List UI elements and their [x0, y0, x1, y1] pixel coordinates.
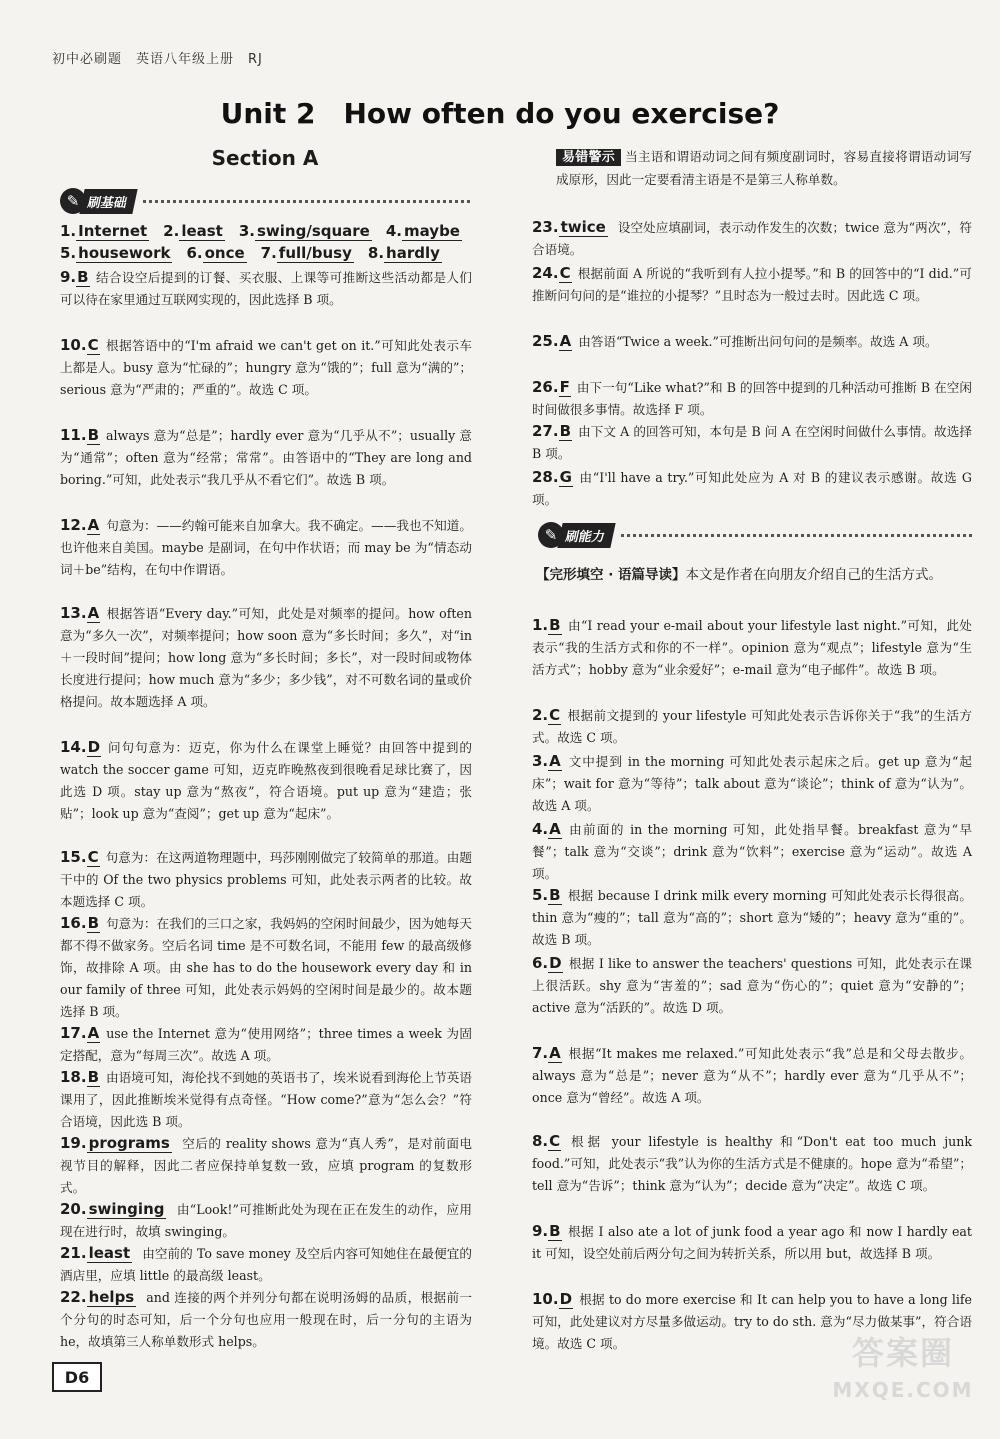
watermark [818, 1328, 988, 1402]
answer-word: hardly [386, 244, 440, 262]
explanation: use the Internet 意为“使用网络”；three times a week 为固定搭配，意为“每周三次”。故选 A 项。 [60, 1026, 472, 1063]
answer-item-18: 18.B 由语境可知，海伦找不到她的英语书了，埃米说看到海伦上节英语课用了，因此推断埃米觉得有点奇怪。“How come?”意为“怎么会？”符合语境，因此选 B 项。 [60, 1068, 472, 1129]
answer-letter: B [559, 422, 572, 440]
answer-letter: G [559, 468, 572, 486]
answer-item-22: 22. helps and 连接的两个并列分句都在说明汤姆的品质，根据前一个分句的时态可知，后一个分句也应用一般现在时，后一分句的主语为 he，故填第三人称单数形式 helps。 [60, 1288, 472, 1349]
explanation: 根据“It makes me relaxed.”可知此处表示“我”总是和父母去散步。always 意为“总是”；never 意为“从不”；hardly ever 意为“几乎从不”；once 意为“曾经”。故选 A 项。 [532, 1046, 972, 1105]
explanation: 句意为：在我们的三口之家，我妈妈的空闲时间最少，因为她每天都不得不做家务。空后名词 time 是不可数名词，不能用 few 的最高级修饰，故排除 A 项。由 she has to do the housework every day 和 in our family of three 可知，此处表示妈妈的空闲时间是最少的。故本题选择 B 项。 [60, 916, 472, 1019]
cloze-item-8: 8.C 根据 your lifestyle is healthy 和“Don't eat too much junk food.”可知，此处表示“我”认为你的生活方式是不健康的。hope 意为“希望”；tell 意为“告诉”；think 意为“认为”；decide 意为“决定”。故选 C 项。 [532, 1132, 972, 1193]
answer-word: maybe [404, 222, 460, 240]
answer-letter: A [87, 1024, 100, 1042]
answer-word: least [181, 222, 223, 240]
answer-item-11: 11.B always 意为“总是”；hardly ever 意为“几乎从不”；usually 意为“通常”；often 意为“经常；常常”。由答语中的“They are long and boring.”可知，此处表示“我几乎从不看它们”。故选 B 项。 [60, 426, 472, 487]
reading-guide-tag: 【完形填空 · 语篇导读】 [536, 567, 686, 583]
answer-number: 3. [238, 222, 255, 240]
answer-letter: A [549, 752, 561, 770]
explanation: 根据前文提到的 your lifestyle 可知此处表示告诉你关于“我”的生活方式。故选 C 项。 [532, 708, 972, 745]
cloze-item-6: 6.D 根据 I like to answer the teachers' questions 可知，此处表示在课上很活跃。shy 意为“害羞的”；sad 意为“伤心的”；quiet 意为“安静的”；active 意为“活跃的”。故选 D 项。 [532, 954, 972, 1015]
answer-word: Internet [78, 222, 148, 240]
banner-divider [621, 534, 972, 537]
fill-answer-row [60, 222, 462, 244]
cloze-item-5: 5.B 根据 because I drink milk every morning 可知此处表示长得很高。thin 意为“瘦的”；tall 意为“高的”；short 意为“矮的”；heavy 意为“重的”。故选 B 项。 [532, 886, 972, 947]
explanation: 句意为：——约翰可能来自加拿大。我不确定。——我也不知道。也许他来自美国。maybe 是副词，在句中作状语；而 may be 为“情态动词＋be”结构，在句中作谓语。 [60, 518, 472, 577]
answer-item-9: 9.B 结合设空后提到的订餐、买衣服、上课等可推断这些活动都是人们可以待在家里通过互联网实现的，因此选择 B 项。 [60, 268, 472, 307]
answer-letter: B [87, 914, 100, 932]
explanation: 由空前的 To save money 及空后内容可知她住在最便宜的酒店里，应填 little 的最高级 least。 [60, 1246, 472, 1283]
answer-item-16: 16.B 句意为：在我们的三口之家，我妈妈的空闲时间最少，因为她每天都不得不做家务。空后名词 time 是不可数名词，不能用 few 的最高级修饰，故排除 A 项。由 she has to do the housework every day 和 in our family of three 可知，此处表示妈妈的空闲时间是最少的。故本题选择 B 项。 [60, 914, 472, 1019]
answer-item-12: 12.A 句意为：——约翰可能来自加拿大。我不确定。——我也不知道。也许他来自美国。maybe 是副词，在句中作状语；而 may be 为“情态动词＋be”结构，在句中作谓语。 [60, 516, 472, 577]
answer-word: helps [88, 1288, 135, 1306]
answer-letter: F [559, 378, 570, 396]
warning-text: 当主语和谓语动词之间有频度副词时，容易直接将谓语动词写成原形，因此一定要看清主语是不是第三人称单数。 [556, 149, 972, 187]
answer-letter: A [549, 820, 561, 838]
reading-guide-text: 本文是作者在向朋友介绍自己的生活方式。 [685, 567, 943, 583]
watermark-url: MXQE.COM [832, 1378, 974, 1402]
answer-item-26: 26.F 由下一句“Like what?”和 B 的回答中提到的几种活动可推断 B 在空闲时间做很多事情。故选择 F 项。 [532, 378, 972, 417]
answer-letter: D [87, 738, 101, 756]
cloze-item-9: 9.B 根据 I also ate a lot of junk food a year ago 和 now I hardly eat it 可知，设空处前后两分句之间为转折关系，所以用 but，故选择 B 项。 [532, 1222, 972, 1261]
answer-item-27: 27.B 由下文 A 的回答可知，本句是 B 问 A 在空闲时间做什么事情。故选择 B 项。 [532, 422, 972, 461]
answer-letter: D [549, 954, 562, 972]
answer-word: once [204, 244, 245, 262]
answer-letter: C [549, 1132, 561, 1150]
basic-banner-label: 刷基础 [79, 189, 137, 214]
answer-number: 6. [186, 244, 203, 262]
answer-item-19: 19. programs 空后的 reality shows 意为“真人秀”，是对前面电视节目的解释，因此二者应保持单复数一致，应填 program 的复数形式。 [60, 1134, 472, 1195]
reading-guide [536, 564, 972, 586]
explanation: 由前面的 in the morning 可知，此处指早餐。breakfast 意为“早餐”；talk 意为“交谈”；drink 意为“饮料”；exercise 意为“运动”。故选 A 项。 [532, 822, 972, 881]
answer-number: 4. [385, 222, 402, 240]
answer-item-21: 21. least 由空前的 To save money 及空后内容可知她住在最便宜的酒店里，应填 little 的最高级 least。 [60, 1244, 472, 1283]
answer-item-25: 25.A 由答语“Twice a week.”可推断出问句问的是频率。故选 A 项。 [532, 332, 938, 350]
answer-letter: C [87, 848, 99, 866]
ability-banner [538, 520, 972, 550]
answer-item-20: 20. swinging 由“Look!”可推断此处为现在正在发生的动作，应用现在进行时，故填 swinging。 [60, 1200, 472, 1239]
explanation: 由“Look!”可推断此处为现在正在发生的动作，应用现在进行时，故填 swinging。 [60, 1202, 472, 1239]
answer-number: 2. [163, 222, 180, 240]
cloze-item-4: 4.A 由前面的 in the morning 可知，此处指早餐。breakfast 意为“早餐”；talk 意为“交谈”；drink 意为“饮料”；exercise 意为“运动”。故选 A 项。 [532, 820, 972, 881]
explanation: 根据 I like to answer the teachers' questions 可知，此处表示在课上很活跃。shy 意为“害羞的”；sad 意为“伤心的”；quiet 意为“安静的”；active 意为“活跃的”。故选 D 项。 [532, 956, 972, 1015]
explanation: 根据 to do more exercise 和 It can help you to have a long life 可知，此处建议对方尽量多做运动。try to do sth. 意为“尽力做某事”，符合语境。故选 C 项。 [532, 1292, 972, 1351]
answer-number: 1. [60, 222, 77, 240]
answer-letter: B [549, 1222, 561, 1240]
answer-word: programs [88, 1134, 170, 1152]
answer-letter: B [87, 1068, 100, 1086]
explanation: always 意为“总是”；hardly ever 意为“几乎从不”；usually 意为“通常”；often 意为“经常；常常”。由答语中的“They are long and boring.”可知，此处表示“我几乎从不看它们”。故选 B 项。 [60, 428, 472, 487]
answer-item-10: 10.C 根据答语中的“I'm afraid we can't get on it.”可知此处表示车上都是人。busy 意为“忙碌的”；hungry 意为“饿的”；full 意为“满的”；serious 意为“严肃的；严重的”。故选 C 项。 [60, 336, 472, 397]
pencil-icon: ✎ [538, 522, 564, 548]
answer-letter: B [549, 886, 561, 904]
answer-item-17: 17.A use the Internet 意为“使用网络”；three times a week 为固定搭配，意为“每周三次”。故选 A 项。 [60, 1024, 472, 1063]
explanation: 由“I'll have a try.”可知此处应为 A 对 B 的建议表示感谢。故选 G 项。 [532, 470, 972, 507]
answer-letter: B [77, 268, 89, 286]
answer-letter: B [87, 426, 100, 444]
answer-letter: C [87, 336, 99, 354]
warning-note [556, 146, 972, 191]
explanation: 根据 your lifestyle is healthy 和“Don't eat too much junk food.”可知，此处表示“我”认为你的生活方式是不健康的。hope 意为“希望”；tell 意为“告诉”；think 意为“认为”；decide 意为“决定”。故选 C 项。 [532, 1134, 972, 1193]
watermark-logo: 答案圈 [851, 1334, 954, 1372]
answer-item-13: 13.A 根据答语“Every day.”可知，此处是对频率的提问。how often 意为“多久一次”，对频率提问；how soon 意为“多长时间；多久”，对“in＋一段时间”提问；how long 意为“多长时间；多长”，对一段时间或物体长度进行提问；how much 意为“多少；多少钱”，对不可数名词的量或价格提问。故本题选择 A 项。 [60, 604, 472, 709]
explanation: 根据前面 A 所说的“我听到有人拉小提琴。”和 B 的回答中的“I did.”可推断问句问的是“谁拉的小提琴？”且时态为一般过去时。因此选 C 项。 [532, 266, 972, 303]
cloze-item-3: 3.A 文中提到 in the morning 可知此处表示起床之后。get up 意为“起床”；wait for 意为“等待”；talk about 意为“谈论”；think of 意为“认为”。故选 A 项。 [532, 752, 972, 813]
answer-word: twice [560, 218, 606, 236]
explanation: 由下一句“Like what?”和 B 的回答中提到的几种活动可推断 B 在空闲时间做很多事情。故选择 F 项。 [532, 380, 972, 417]
answer-letter: A [559, 332, 572, 350]
cloze-item-10: 10.D 根据 to do more exercise 和 It can help you to have a long life 可知，此处建议对方尽量多做运动。try to do sth. 意为“尽力做某事”，符合语境。故选 C 项。 [532, 1290, 972, 1351]
explanation: 由下文 A 的回答可知，本句是 B 问 A 在空闲时间做什么事情。故选择 B 项。 [532, 424, 972, 461]
unit-title: Unit 2 How often do you exercise? [220, 97, 780, 130]
answer-word: full/busy [278, 244, 352, 262]
answer-item-28: 28.G 由“I'll have a try.”可知此处应为 A 对 B 的建议表示感谢。故选 G 项。 [532, 468, 972, 507]
basic-banner [60, 186, 470, 216]
answer-word: least [88, 1244, 131, 1262]
answer-letter: D [559, 1290, 573, 1308]
answer-item-15: 15.C 句意为：在这两道物理题中，玛莎刚刚做完了较简单的那道。由题干中的 Of the two physics problems 可知，此处表示两者的比较。故本题选择 C 项。 [60, 848, 472, 909]
explanation: 由语境可知，海伦找不到她的英语书了，埃米说看到海伦上节英语课用了，因此推断埃米觉得有点奇怪。“How come?”意为“怎么会？”符合语境，因此选 B 项。 [60, 1070, 472, 1129]
explanation: 根据 because I drink milk every morning 可知此处表示长得很高。thin 意为“瘦的”；tall 意为“高的”；short 意为“矮的”；heavy 意为“重的”。故选 B 项。 [532, 888, 972, 947]
answer-letter: C [549, 706, 561, 724]
book-header: 初中必刷题 英语八年级上册 RJ [52, 52, 263, 67]
answer-word: swinging [88, 1200, 165, 1218]
explanation: 根据 I also ate a lot of junk food a year ago 和 now I hardly eat it 可知，设空处前后两分句之间为转折关系，所以用 but，故选择 B 项。 [532, 1224, 972, 1261]
ability-banner-label: 刷能力 [557, 523, 615, 548]
explanation: 由答语“Twice a week.”可推断出问句问的是频率。故选 A 项。 [578, 334, 938, 349]
answer-letter: A [87, 516, 100, 534]
answer-letter: A [549, 1044, 561, 1062]
answer-word: housework [78, 244, 171, 262]
page-number: D6 [52, 1362, 102, 1392]
explanation: 根据答语“Every day.”可知，此处是对频率的提问。how often 意为“多久一次”，对频率提问；how soon 意为“多长时间；多久”，对“in＋一段时间”提问；how long 意为“多长时间；多长”，对一段时间或物体长度进行提问；how much 意为“多少；多少钱”，对不可数名词的量或价格提问。故本题选择 A 项。 [60, 606, 472, 709]
answer-number: 7. [260, 244, 277, 262]
answer-word: swing/square [257, 222, 370, 240]
explanation: 句意为：在这两道物理题中，玛莎刚刚做完了较简单的那道。由题干中的 Of the two physics problems 可知，此处表示两者的比较。故本题选择 C 项。 [60, 850, 472, 909]
fill-answers [60, 222, 462, 266]
answer-item-14: 14.D 问句句意为：迈克，你为什么在课堂上睡觉？由回答中提到的 watch the soccer game 可知，迈克昨晚熬夜到很晚看足球比赛了，因此选 D 项。stay up 意为“熬夜”，符合语境。put up 意为“建造；张贴”；look up 意为“查阅”；get up 意为“起床”。 [60, 738, 472, 821]
answer-number: 8. [367, 244, 385, 262]
answer-item-23: 23. twice 设空处应填副词，表示动作发生的次数；twice 意为“两次”，符合语境。 [532, 218, 972, 257]
cloze-item-7: 7.A 根据“It makes me relaxed.”可知此处表示“我”总是和父母去散步。always 意为“总是”；never 意为“从不”；hardly ever 意为“几乎从不”；once 意为“曾经”。故选 A 项。 [532, 1044, 972, 1105]
cloze-item-1: 1.B 由“I read your e-mail about your lifestyle last night.”可知，此处表示“我的生活方式和你的不一样”。opinion 意为“观点”；lifestyle 意为“生活方式”；hobby 意为“业余爱好”；e-mail 意为“电子邮件”。故选 B 项。 [532, 616, 972, 677]
explanation: 设空处应填副词，表示动作发生的次数；twice 意为“两次”，符合语境。 [532, 220, 972, 257]
explanation: 文中提到 in the morning 可知此处表示起床之后。get up 意为“起床”；wait for 意为“等待”；talk about 意为“谈论”；think of 意为“认为”。故选 A 项。 [532, 754, 972, 813]
pencil-icon: ✎ [60, 188, 86, 214]
explanation: 根据答语中的“I'm afraid we can't get on it.”可知此处表示车上都是人。busy 意为“忙碌的”；hungry 意为“饿的”；full 意为“满的”；serious 意为“严肃的；严重的”。故选 C 项。 [60, 338, 472, 397]
answer-number: 5. [60, 244, 77, 262]
fill-answer-row [60, 244, 462, 266]
section-title: Section A [211, 146, 319, 170]
explanation: 由“I read your e-mail about your lifestyle last night.”可知，此处表示“我的生活方式和你的不一样”。opinion 意为“观点”；lifestyle 意为“生活方式”；hobby 意为“业余爱好”；e-mail 意为“电子邮件”。故选 B 项。 [532, 618, 972, 677]
banner-divider [143, 200, 470, 203]
explanation: 空后的 reality shows 意为“真人秀”，是对前面电视节目的解释，因此二者应保持单复数一致，应填 program 的复数形式。 [60, 1136, 472, 1195]
answer-letter: C [559, 264, 571, 282]
explanation: 结合设空后提到的订餐、买衣服、上课等可推断这些活动都是人们可以待在家里通过互联网实现的，因此选择 B 项。 [60, 270, 472, 307]
answer-letter: A [87, 604, 100, 622]
cloze-item-2: 2.C 根据前文提到的 your lifestyle 可知此处表示告诉你关于“我”的生活方式。故选 C 项。 [532, 706, 972, 745]
answer-letter: B [549, 616, 561, 634]
warning-tag: 易错警示 [556, 149, 621, 166]
explanation: 问句句意为：迈克，你为什么在课堂上睡觉？由回答中提到的 watch the soccer game 可知，迈克昨晚熬夜到很晚看足球比赛了，因此选 D 项。stay up 意为“熬夜”，符合语境。put up 意为“建造；张贴”；look up 意为“查阅”；get up 意为“起床”。 [60, 740, 472, 821]
explanation: and 连接的两个并列分句都在说明汤姆的品质，根据前一个分句的时态可知，后一个分句也应用一般现在时，后一分句的主语为 he，故填第三人称单数形式 helps。 [60, 1290, 472, 1349]
answer-item-24: 24.C 根据前面 A 所说的“我听到有人拉小提琴。”和 B 的回答中的“I did.”可推断问句问的是“谁拉的小提琴？”且时态为一般过去时。因此选 C 项。 [532, 264, 972, 303]
